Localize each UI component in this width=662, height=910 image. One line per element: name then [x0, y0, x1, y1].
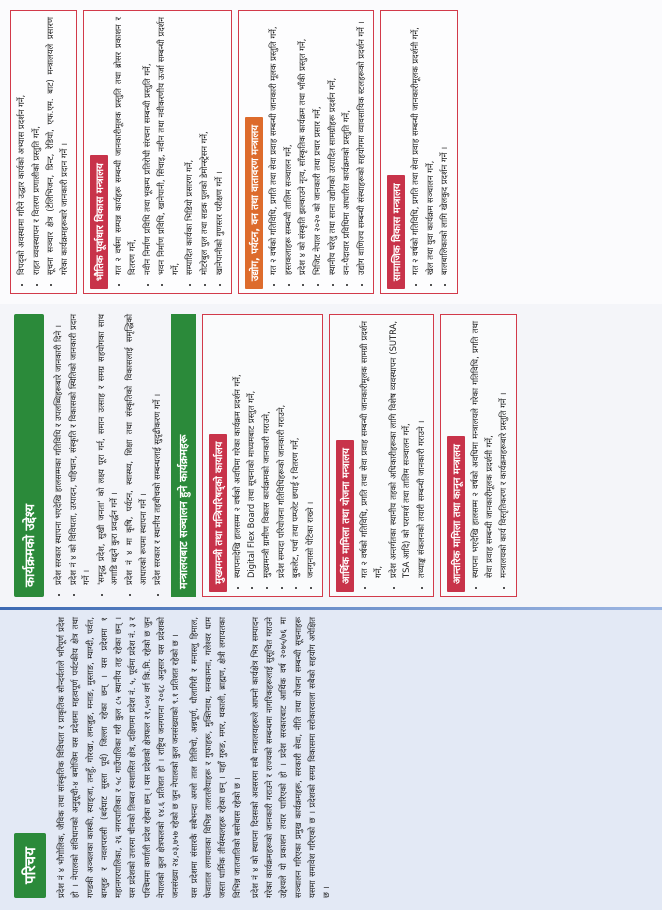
list-item: • वन-पैदावार प्रविधिमा आधारित कार्यक्रमको प्रस्तुति गर्ने,	[340, 17, 354, 275]
box-title: उद्योग, पर्यटन, वन तथा वातावरण मन्त्रालय	[245, 117, 263, 289]
objective-list	[52, 314, 165, 597]
intro-column	[0, 607, 662, 910]
list-item: • खेल तथा युवा कार्यक्रम सञ्चालन गर्ने,	[424, 17, 438, 275]
list-item: • Digital Flex Board तथा सूचनाको माध्यमबाट प्रस्तुत गर्ने,	[245, 321, 259, 578]
intro-paragraph-2: यस प्रदेशमा संसारकै सबैभन्दा अग्लो ताल तिलिचो, अन्नपूर्ण, धौलागिरी र मनास्लु हिमाल, फेवाताल लगायतका विभिन्न तालतलैयाहरू र गुफाहरू, मुक्तिनाथ, मनकामना, गलेश्वर धाम जस्ता धार्मिक तीर्थस्थलहरू रहेका छन् । यहाँ गुरुङ, मगर, थकाली, ब्राह्मण, क्षेत्री लगायतका विभिन्न जातजातिको बसोबास रहेको छ ।	[188, 617, 242, 898]
list-item: • भिजिट नेपाल २०२० को जानकारी तथा प्रचार प्रसार गर्ने,	[311, 17, 325, 275]
physical-infrastructure-box	[83, 10, 232, 294]
objective-column	[0, 304, 662, 607]
ministries-column	[0, 0, 662, 304]
list-item: • प्रदेश सरकार र स्थानीय तहबीचको सम्बन्धलाई सुदृढीकरण गर्ने ।	[151, 314, 165, 585]
list-item: • मोटरेबुल पुल तथा सडक पुलको डेमोन्स्ट्रेसन गर्ने,	[198, 17, 212, 275]
list-item: • हस्तकलाहरू सम्बन्धी तालिम सञ्चालन गर्ने,	[282, 17, 296, 275]
list-item: • प्रदेश सरकार स्थापना भएदेखि हालसम्मका गतिविधि र उपलब्धिहरूबारे जानकारी दिने ।	[52, 314, 66, 585]
list-item: • खानेपानीको गुणस्तर परीक्षण गर्ने ।	[213, 17, 227, 275]
list-item: • बालबालिकाको लागि खेलकुद प्रदर्शन गर्ने ।	[438, 17, 452, 275]
list-item: • प्रदेश अन्तर्गतका स्थानीय तहको अधिकारीहरूका लागि विशेष व्यवस्थापन (SUTRA, TSA आदि) को परामर्श तथा तालिम सञ्चालन गर्ने,	[387, 321, 414, 578]
list-item: • स्थापनादेखि हालसम्म २ वर्षको अवधिमा गरेका कार्यक्रम प्रदर्शन गर्ने,	[231, 321, 245, 578]
list-item: • बुकलेट, पर्चा तथा पम्प्लेट छपाई र वितरण गर्ने,	[289, 321, 303, 578]
chief-minister-office-box	[202, 314, 324, 597]
ministry-section-heading: मन्त्रालयबाट सञ्चालन हुने कार्यक्रमहरू	[171, 314, 196, 597]
list-item: • स्थापना भएदेखि हालसम्म २ वर्षको अवधिमा मन्त्रालयले गरेका गतिविधि, प्रगति तथा सेवा प्रवाह सम्बन्धी जानकारीमूलक प्रदर्शनी गर्ने,	[469, 321, 496, 578]
objective-heading: कार्यक्रमको उद्देश्य	[14, 314, 44, 597]
disaster-bullets-box	[10, 10, 77, 294]
box-title: आन्तरिक मामिला तथा कानून मन्त्रालय	[447, 436, 465, 592]
intro-heading: परिचय	[14, 833, 46, 898]
list-item: • गत २ वर्षको गतिविधि, प्रगति तथा सेवा प्रवाह सम्बन्धी जानकारीमूलक प्रदर्शनी गर्ने,	[409, 17, 423, 275]
list-item: • गत २ वर्षको गतिविधि, प्रगति तथा सेवा प्रवाह सम्बन्धी जानकारीमूलक सामग्री प्रदर्शन गर्ने,	[358, 321, 385, 578]
box-title: सामाजिक विकास मन्त्रालय	[387, 175, 405, 289]
list-item: • भवन निर्माण प्रविधि, खानेपानी, सिंचाइ, नवीन तथा नवीकरणीय ऊर्जा सम्बन्धी प्रदर्शन गर्ने,	[155, 17, 182, 275]
internal-affairs-box	[440, 314, 517, 597]
box-title: आर्थिक मामिला तथा योजना मन्त्रालय	[336, 440, 354, 592]
list-item: • मन्त्रालयको कार्य विस्तृतिकरण र कार्यक्रमहरूबारे प्रस्तुति गर्ने ।	[497, 321, 511, 578]
list-item: • राहत व्यवस्थापन र वितरण प्रणालीको प्रस्तुति गर्ने,	[30, 17, 44, 275]
list-item: • प्रदेश ४ को संस्कृति झल्काउने नृत्य, साँस्कृतिक कार्यक्रम तथा भाँकी प्रस्तुत गर्ने,	[296, 17, 310, 275]
industry-tourism-box	[238, 10, 374, 294]
list-item: • नवीन निर्माण प्रविधि तथा भूकम्प प्रतिरोधी संरचना सम्बन्धी प्रस्तुति गर्ने,	[141, 17, 155, 275]
list-item: • उद्योग वाणिज्य सम्बन्धी संस्थाहरूको सहयोगमा व्यावसायिक स्टलहरूको प्रदर्शन गर्ने ।	[355, 17, 369, 275]
box-title: मुख्यमन्त्री तथा मन्त्रिपरिषद्को कार्यालय	[209, 434, 227, 592]
list-item: • विपद्को अवस्थामा गरिने उद्धार कार्यको अभ्यास प्रदर्शन गर्ने,	[15, 17, 29, 275]
list-item: • प्रदेश सम्पदा परियोजना गतिविधिहरूको जानकारी गराउने,	[275, 321, 289, 578]
list-item: • स्थानीय घरेलु तथा साना उद्योगको उत्पादित सामग्रीहरू प्रदर्शन गर्ने,	[326, 17, 340, 275]
list-item: • जनगुनासो पेटिका राख्ने ।	[304, 321, 318, 578]
list-item: • 'समृद्ध प्रदेश, सुखी जनता' को लक्ष्य पूरा गर्न, समान उत्साह र समग्र सहयोगका साथ अगाडि बढ्ने कुरा प्रवर्द्धन गर्ने ।	[95, 314, 122, 585]
list-item: • सम्पादित कार्यका भिडियो प्रसारण गर्ने,	[183, 17, 197, 275]
list-item: • प्रदेश नं ४ मा कृषि, पर्यटन, स्वास्थ्य, शिक्षा तथा संस्कृतिको विकासलाई समृद्धिको आधारको रूपमा स्थापना गर्ने ।	[123, 314, 150, 585]
intro-paragraph-3: प्रदेश नं ४ को स्थापना दिवसको अवसरमा सबै मन्त्रालयहरूले आफ्नो कार्यक्षेत्र भित्र सम्पादन गरेका कार्यक्रमहरूको जानकारी गराउने र राज्यको सम्बन्धमा नागरिकहरूलाई सुसूचित गराउने उद्देश्यले यो प्रकाशन तयार पारिएको हो । प्रदेश सरकारबाट आर्थिक वर्ष २०७५/७६ मा सञ्चालन गरिएका प्रमुख कार्यक्रमहरू, सरकारी सेवा, नीति तथा योजना सम्बन्धी सूचनाहरू यसमा समावेश गरिएको छ । प्रदेशको समग्र विकासमा सरोकारवाला सबैको सहयोग अपेक्षित छ ।	[249, 617, 332, 898]
economic-affairs-box	[329, 314, 434, 597]
box-title: भौतिक पूर्वाधार विकास मन्त्रालय	[90, 155, 108, 289]
intro-paragraph-1: प्रदेश नं ४ भौगोलिक, जैविक तथा सांस्कृतिक विविधता र प्राकृतिक सौन्दर्यताले भरिपूर्ण प्रदेश हो । नेपालको संविधानको अनुसूची-४ बमोजिम यस प्रदेशमा महत्वपूर्ण पर्यटकीय क्षेत्र तथा गण्डकी अञ्चलका कास्की, स्याङ्जा, तनहुँ, गोरखा, लमजुङ, मनाङ, मुस्ताङ, म्याग्दी, पर्वत, बाग्लुङ र नवलपरासी (बर्दघाट सुस्ता पूर्व) जिल्ला रहेका छन् । यस प्रदेशमा १ महानगरपालिका, २६ नगरपालिका र ५८ गाउँपालिका गरी कुल ८५ स्थानीय तह रहेका छन् । यस प्रदेशको उत्तरमा चीनको तिब्बत स्वशासित क्षेत्र, दक्षिणमा प्रदेश नं. ५, पूर्वमा प्रदेश नं. ३ र पश्चिममा कर्णाली प्रदेश रहेका छन् । यस प्रदेशको क्षेत्रफल २१,५०४ वर्ग कि.मि. रहेको छ जुन नेपालको कुल क्षेत्रफलको १४.६ प्रतिशत हो । राष्ट्रिय जनगणना २०६८ अनुसार यस प्रदेशको जनसंख्या २४,०३,७५७ रहेको छ जुन नेपालको कुल जनसंख्याको ९.१ प्रतिशत रहेको छ ।	[56, 617, 181, 898]
list-item: • मुख्यमन्त्री ग्रामीण विकास कार्यक्रमको जानकारी गराउने,	[260, 321, 274, 578]
list-item: • तथ्याङ्क संकलनको तयारी सम्बन्धी जानकारी गराउने ।	[415, 321, 429, 578]
list-item: • प्रदेश नं ४ को विविधता, उत्पादन, पहिचान, संस्कृति र विकासको स्थितिको जानकारी प्रदान गर्ने ।	[67, 314, 94, 585]
social-development-box	[380, 10, 458, 294]
list-item: • गत २ वर्षको गतिविधि, प्रगति तथा सेवा प्रवाह सम्बन्धी जानकारी मूलक प्रस्तुति गर्ने,	[267, 17, 281, 275]
list-item: • गत २ वर्षमा सम्पन्न कार्यहरू सम्बन्धी जानकारीमूलक प्रस्तुति तथा ब्रोसर प्रकाशन र वितरण गर्ने,	[112, 17, 139, 275]
list-item: • सूचना सञ्चार क्षेत्र (टेलिभिजन, प्रिन्ट, रेडियो, एफ.एम. बाट) मन्त्रालयले प्रसारण गरेका कार्यक्रमहरूबारे जानकारी प्रदान गर्ने ।	[44, 17, 71, 275]
